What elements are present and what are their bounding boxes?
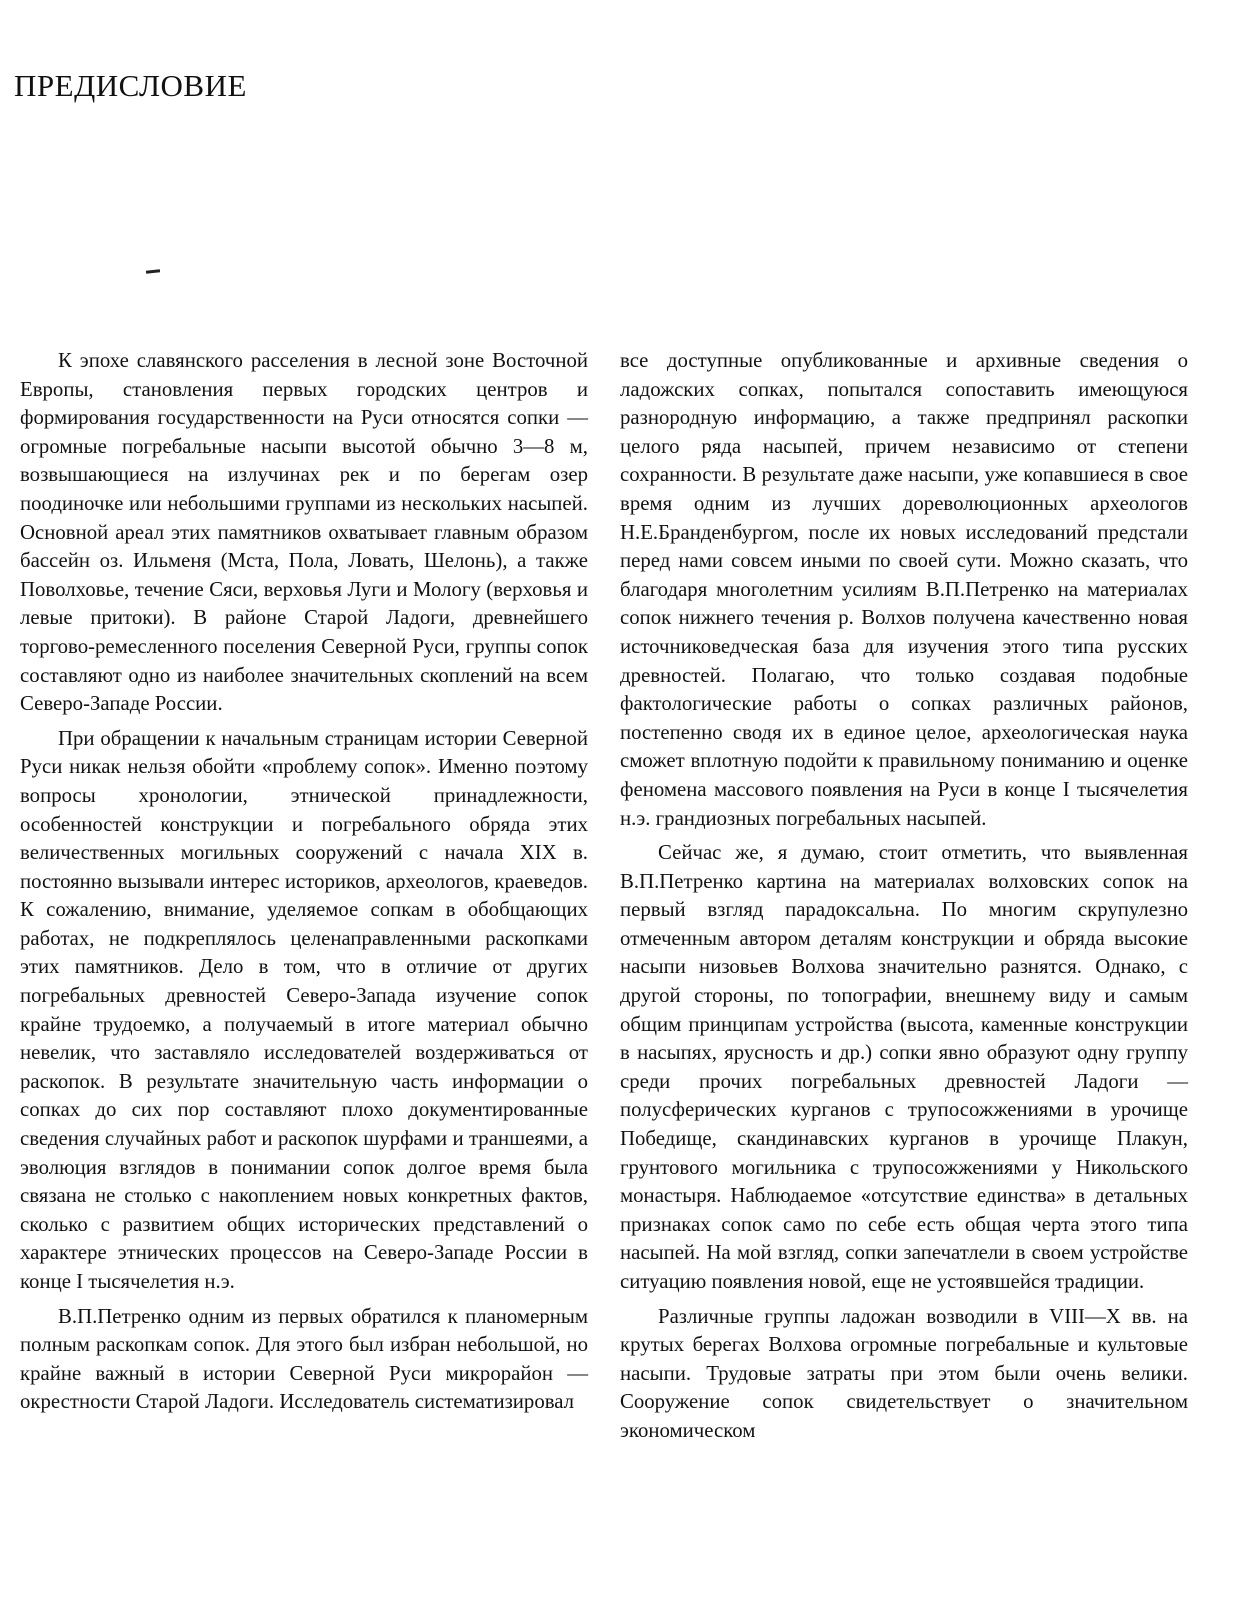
paragraph: Различные группы ладожан возводили в VIII—X вв. на крутых берегах Волхова огромные погребальные и культовые насыпи. Трудовые затраты при этом были очень велики. Сооружение сопок свидетельствует о значительном экономическом [620,1304,1188,1442]
paragraph: В.П.Петренко одним из первых обратился к планомерным полным раскопкам сопок. Для этого был избран небольшой, но крайне важный в истории Северной Руси микрорайон — окрестности Старой Ладоги. Исследователь систематизировал [20,1304,588,1414]
paragraph: При обращении к начальным страницам истории Северной Руси никак нельзя обойти «проблему сопок». Именно поэтому вопросы хронологии, этнической принадлежности, особенностей конструкции и погребального обряда этих величественных могильных сооружений с начала XIX в. постоянно вызывали интерес историков, археологов, краеведов. К сожалению, внимание, уделяемое сопкам в обобщающих работах, не подкреплялось целенаправленными раскопками этих памятников. Дело в том, что в отличие от других погребальных древностей Северо-Запада изучение сопок крайне трудоемко, а получаемый в итоге материал обычно невелик, что заставляло исследователей воздерживаться от раскопок. В результате значительную часть информации о сопках до сих пор составляют плохо документированные сведения случайных работ и раскопок шурфами и траншеями, а эволюция взглядов в понимании сопок долгое время была связана не столько с накоплением новых конкретных фактов, сколько с развитием общих исторических представлений о характере этнических процессов на Северо-Западе России в конце I тысячелетия н.э. [20,726,588,1293]
print-mark [146,269,160,273]
text-column-right [620,347,1188,1452]
text-column-left [20,347,588,1423]
page-title: ПРЕДИСЛОВИЕ [14,68,247,103]
paragraph: К эпохе славянского расселения в лесной зоне Восточной Европы, становления первых городских центров и формирования государственности на Руси относятся сопки — огромные погребальные насыпи высотой обычно 3—8 м, возвышающиеся на излучинах рек и по берегам озер поодиночке или небольшими группами из нескольких насыпей. Основной ареал этих памятников охватывает главным образом бассейн оз. Ильменя (Мста, Пола, Ловать, Шелонь), а также Поволховье, течение Сяси, верховья Луги и Мологу (верховья и левые притоки). В районе Старой Ладоги, древнейшего торгово-ремесленного поселения Северной Руси, группы сопок составляют одно из наиболее значительных скоплений на всем Северо-Западе России. [20,349,588,716]
paragraph-continued: все доступные опубликованные и архивные сведения о ладожских сопках, попытался сопоставить имеющуюся разнородную информацию, а также предпринял раскопки целого ряда насыпей, причем независимо от степени сохранности. В результате даже насыпи, уже копавшиеся в свое время одним из лучших дореволюционных археологов Н.Е.Бранденбургом, после их новых исследований предстали перед нами совсем иными по своей сути. Можно сказать, что благодаря многолетним усилиям В.П.Петренко на материалах сопок нижнего течения р. Волхов получена качественно новая источниковедческая база для изучения этого типа русских древностей. Полагаю, что только создавая подобные фактологические работы о сопках различных районов, постепенно сводя их в единое целое, археологическая наука сможет вплотную подойти к правильному пониманию и оценке феномена массового появления на Руси в конце I тысячелетия н.э. грандиозных погребальных насыпей. [620,349,1188,830]
paragraph: Сейчас же, я думаю, стоит отметить, что выявленная В.П.Петренко картина на материалах волховских сопок на первый взгляд парадоксальна. По многим скрупулезно отмеченным автором деталям конструкции и обряда высокие насыпи низовьев Волхова значительно разнятся. Однако, с другой стороны, по топографии, внешнему виду и самым общим принципам устройства (высота, каменные конструкции в насыпях, ярусность и др.) сопки явно образуют одну группу среди прочих погребальных древностей Ладоги — полусферических курганов с трупосожжениями в урочище Победище, скандинавских курганов в урочище Плакун, грунтового могильника с трупосожжениями у Никольского монастыря. Наблюдаемое «отсутствие единства» в детальных признаках сопок само по себе есть общая черта этого типа насыпей. На мой взгляд, сопки запечатлели в своем устройстве ситуацию появления новой, еще не устоявшейся традиции. [620,841,1188,1293]
